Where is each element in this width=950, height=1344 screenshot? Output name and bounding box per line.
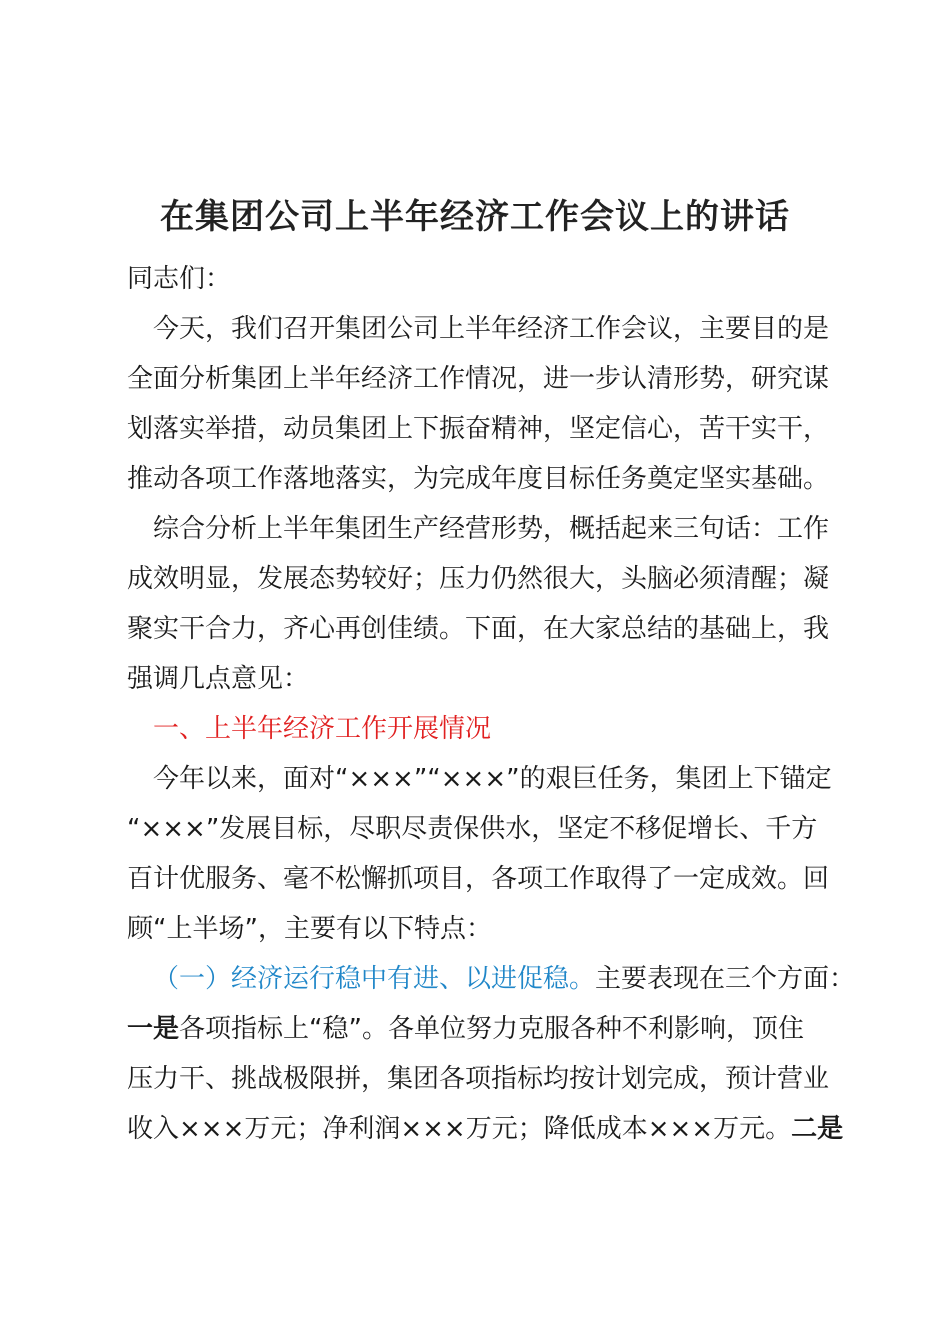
subsection-heading: （一）经济运行稳中有进、以进促稳。 xyxy=(153,964,596,994)
section-paragraph-line-1: 今年以来，面对“×××”“×××”的艰巨任务，集团上下锚定 xyxy=(153,764,832,794)
subsection-heading-line xyxy=(127,954,856,1004)
paragraph-1-line-1: 今天，我们召开集团公司上半年经济工作会议，主要目的是 xyxy=(153,314,830,344)
paragraph-1-line-4: 推动各项工作落地落实，为完成年度目标任务奠定坚实基础。 xyxy=(127,464,830,494)
section-paragraph-line-2: “×××”发展目标，尽职尽责保供水，坚定不移促增长、千方 xyxy=(127,814,818,844)
section-paragraph-line-3: 百计优服务、毫不松懈抓项目，各项工作取得了一定成效。回 xyxy=(127,864,830,894)
subsection-line-3-text: 收入×××万元；净利润×××万元；降低成本×××万元。 xyxy=(127,1114,792,1144)
point-2-label: 二是 xyxy=(791,1114,844,1144)
point-1-text: 各项指标上“稳”。各单位努力克服各种不利影响，顶住 xyxy=(179,1014,804,1044)
document-title: 在集团公司上半年经济工作会议上的讲话 xyxy=(160,197,790,237)
salutation: 同志们： xyxy=(127,264,232,294)
paragraph-2-line-4: 强调几点意见： xyxy=(127,664,310,694)
paragraph-1-line-2: 全面分析集团上半年经济工作情况，进一步认清形势，研究谋 xyxy=(127,364,830,394)
section-paragraph-line-4: 顾“上半场”，主要有以下特点： xyxy=(127,914,492,944)
subsection-line-1 xyxy=(127,1004,839,1054)
section-heading: 一、上半年经济工作开展情况 xyxy=(153,714,492,744)
subsection-line-2: 压力干、挑战极限拼，集团各项指标均按计划完成，预计营业 xyxy=(127,1064,830,1094)
document-body xyxy=(127,254,856,1154)
subsection-heading-tail: 主要表现在三个方面： xyxy=(595,964,856,994)
subsection-line-3 xyxy=(127,1104,844,1154)
paragraph-2-line-1: 综合分析上半年集团生产经营形势，概括起来三句话：工作 xyxy=(153,514,830,544)
paragraph-2-line-3: 聚实干合力，齐心再创佳绩。下面，在大家总结的基础上，我 xyxy=(127,614,830,644)
paragraph-2-line-2: 成效明显，发展态势较好；压力仍然很大，头脑必须清醒；凝 xyxy=(127,564,830,594)
point-1-label: 一是 xyxy=(127,1014,180,1044)
paragraph-1-line-3: 划落实举措，动员集团上下振奋精神，坚定信心，苦干实干， xyxy=(127,414,830,444)
